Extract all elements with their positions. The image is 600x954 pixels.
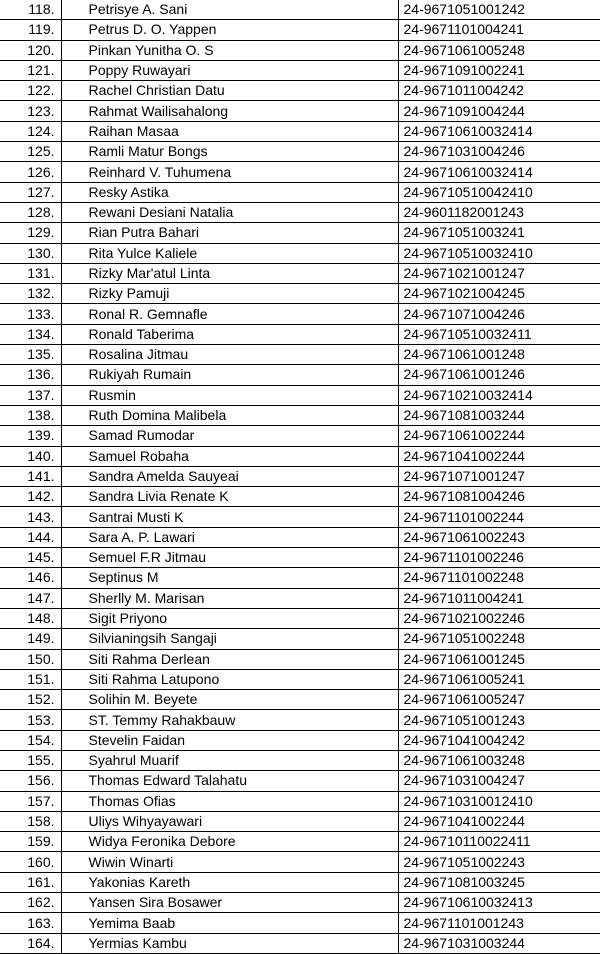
- table-row: [0, 81, 600, 101]
- participant-name: Uliys Wihyayawari: [61, 811, 398, 831]
- participant-name: Widya Feronika Debore: [61, 832, 398, 852]
- participant-id: 24-9671051001242: [398, 0, 600, 20]
- row-number: 131.: [0, 263, 61, 283]
- table-row: [0, 182, 600, 202]
- row-number: 163.: [0, 913, 61, 933]
- table-row: [0, 649, 600, 669]
- participant-id: 24-9671011004241: [398, 588, 600, 608]
- row-number: 147.: [0, 588, 61, 608]
- table-row: [0, 162, 600, 182]
- row-number: 148.: [0, 608, 61, 628]
- row-number: 121.: [0, 60, 61, 80]
- row-number: 161.: [0, 872, 61, 892]
- table-row: [0, 730, 600, 750]
- row-number: 160.: [0, 852, 61, 872]
- participant-id: 24-9671071001247: [398, 466, 600, 486]
- table-row: [0, 750, 600, 770]
- participant-id: 24-9671021004245: [398, 284, 600, 304]
- participant-name: Sherlly M. Marisan: [61, 588, 398, 608]
- table-row: [0, 690, 600, 710]
- table-row: [0, 405, 600, 425]
- participant-id: 24-96710610032414: [398, 162, 600, 182]
- row-number: 130.: [0, 243, 61, 263]
- participant-id: 24-9671061001245: [398, 649, 600, 669]
- table-row: [0, 385, 600, 405]
- participant-id: 24-9601182001243: [398, 202, 600, 222]
- table-row: [0, 284, 600, 304]
- row-number: 123.: [0, 101, 61, 121]
- participant-id: 24-9671081003245: [398, 872, 600, 892]
- row-number: 144.: [0, 527, 61, 547]
- participant-id: 24-9671021001247: [398, 263, 600, 283]
- participant-id: 24-9671051003241: [398, 223, 600, 243]
- table-row: [0, 669, 600, 689]
- participant-name: Sandra Amelda Sauyeai: [61, 466, 398, 486]
- participant-id: 24-9671041004242: [398, 730, 600, 750]
- participant-id: 24-9671061005247: [398, 690, 600, 710]
- table-row: [0, 202, 600, 222]
- participant-id: 24-9671041002244: [398, 811, 600, 831]
- participant-name: Petrus D. O. Yappen: [61, 20, 398, 40]
- table-row: [0, 121, 600, 141]
- participant-id: 24-96710210032414: [398, 385, 600, 405]
- participant-id: 24-96710310012410: [398, 791, 600, 811]
- table-row: [0, 629, 600, 649]
- participant-id: 24-9671081004246: [398, 487, 600, 507]
- table-row: [0, 466, 600, 486]
- row-number: 150.: [0, 649, 61, 669]
- row-number: 119.: [0, 20, 61, 40]
- participant-id: 24-9671021002246: [398, 608, 600, 628]
- table-row: [0, 223, 600, 243]
- row-number: 146.: [0, 568, 61, 588]
- participant-id: 24-9671101002244: [398, 507, 600, 527]
- table-row: [0, 446, 600, 466]
- participant-id: 24-9671061001246: [398, 365, 600, 385]
- participant-name: Stevelin Faidan: [61, 730, 398, 750]
- table-row: [0, 710, 600, 730]
- table-row: [0, 548, 600, 568]
- participant-name: Ramli Matur Bongs: [61, 142, 398, 162]
- participant-name: Ruth Domina Malibela: [61, 405, 398, 425]
- participant-name: Rusmin: [61, 385, 398, 405]
- table-row: [0, 933, 600, 953]
- table-row: [0, 0, 600, 20]
- participant-name: Solihin M. Beyete: [61, 690, 398, 710]
- participant-id: 24-9671101004241: [398, 20, 600, 40]
- participant-name: Septinus M: [61, 568, 398, 588]
- row-number: 138.: [0, 405, 61, 425]
- participant-name: Syahrul Muarif: [61, 750, 398, 770]
- participant-name: Wiwin Winarti: [61, 852, 398, 872]
- participant-name: Ronald Taberima: [61, 324, 398, 344]
- row-number: 164.: [0, 933, 61, 953]
- participant-id: 24-96710510032410: [398, 243, 600, 263]
- participant-id: 24-9671061002244: [398, 426, 600, 446]
- participant-id: 24-9671031003244: [398, 933, 600, 953]
- participant-id: 24-9671061002243: [398, 527, 600, 547]
- row-number: 157.: [0, 791, 61, 811]
- participant-name: Thomas Edward Talahatu: [61, 771, 398, 791]
- table-row: [0, 142, 600, 162]
- participant-id: 24-9671101002246: [398, 548, 600, 568]
- row-number: 155.: [0, 750, 61, 770]
- table-row: [0, 893, 600, 913]
- row-number: 133.: [0, 304, 61, 324]
- row-number: 127.: [0, 182, 61, 202]
- row-number: 149.: [0, 629, 61, 649]
- participant-name: Poppy Ruwayari: [61, 60, 398, 80]
- row-number: 152.: [0, 690, 61, 710]
- participant-name: Yakonias Kareth: [61, 872, 398, 892]
- participant-name: Rita Yulce Kaliele: [61, 243, 398, 263]
- row-number: 128.: [0, 202, 61, 222]
- participant-name: Raihan Masaa: [61, 121, 398, 141]
- table-row: [0, 811, 600, 831]
- row-number: 162.: [0, 893, 61, 913]
- table-row: [0, 324, 600, 344]
- row-number: 141.: [0, 466, 61, 486]
- participant-name: Sara A. P. Lawari: [61, 527, 398, 547]
- table-row: [0, 487, 600, 507]
- participant-name: Ronal R. Gemnafle: [61, 304, 398, 324]
- participant-name: Yansen Sira Bosawer: [61, 893, 398, 913]
- participant-name: Sandra Livia Renate K: [61, 487, 398, 507]
- table-row: [0, 263, 600, 283]
- participant-name: Pinkan Yunitha O. S: [61, 40, 398, 60]
- row-number: 145.: [0, 548, 61, 568]
- participant-name: Samuel Robaha: [61, 446, 398, 466]
- participant-name: Rukiyah Rumain: [61, 365, 398, 385]
- participant-name: Rizky Pamuji: [61, 284, 398, 304]
- row-number: 120.: [0, 40, 61, 60]
- table-row: [0, 791, 600, 811]
- participant-name: Sigit Priyono: [61, 608, 398, 628]
- participant-id: 24-9671051001243: [398, 710, 600, 730]
- row-number: 125.: [0, 142, 61, 162]
- table-row: [0, 872, 600, 892]
- participant-name: Thomas Ofias: [61, 791, 398, 811]
- row-number: 159.: [0, 832, 61, 852]
- participant-id: 24-96710510042410: [398, 182, 600, 202]
- table-row: [0, 20, 600, 40]
- participant-name: Resky Astika: [61, 182, 398, 202]
- table-row: [0, 832, 600, 852]
- participant-name: Petrisye A. Sani: [61, 0, 398, 20]
- table-row: [0, 608, 600, 628]
- row-number: 126.: [0, 162, 61, 182]
- participant-id: 24-96710110022411: [398, 832, 600, 852]
- participant-id: 24-9671061005241: [398, 669, 600, 689]
- row-number: 142.: [0, 487, 61, 507]
- row-number: 156.: [0, 771, 61, 791]
- participant-name: Rewani Desiani Natalia: [61, 202, 398, 222]
- row-number: 154.: [0, 730, 61, 750]
- table-row: [0, 345, 600, 365]
- row-number: 153.: [0, 710, 61, 730]
- participant-id: 24-96710610032414: [398, 121, 600, 141]
- participant-id: 24-9671061001248: [398, 345, 600, 365]
- participant-name: Santrai Musti K: [61, 507, 398, 527]
- table-row: [0, 40, 600, 60]
- participant-name: Siti Rahma Derlean: [61, 649, 398, 669]
- participant-name: Rian Putra Bahari: [61, 223, 398, 243]
- table-row: [0, 101, 600, 121]
- participant-id: 24-9671091002241: [398, 60, 600, 80]
- row-number: 136.: [0, 365, 61, 385]
- participant-id: 24-9671031004246: [398, 142, 600, 162]
- participant-name: Rosalina Jitmau: [61, 345, 398, 365]
- row-number: 122.: [0, 81, 61, 101]
- participant-id: 24-96710510032411: [398, 324, 600, 344]
- participant-name: Silvianingsih Sangaji: [61, 629, 398, 649]
- participant-id: 24-9671061003248: [398, 750, 600, 770]
- participant-name: Rahmat Wailisahalong: [61, 101, 398, 121]
- participant-id: 24-9671091004244: [398, 101, 600, 121]
- row-number: 139.: [0, 426, 61, 446]
- row-number: 124.: [0, 121, 61, 141]
- participant-id: 24-9671061005248: [398, 40, 600, 60]
- row-number: 158.: [0, 811, 61, 831]
- row-number: 135.: [0, 345, 61, 365]
- participant-id: 24-9671101001243: [398, 913, 600, 933]
- participant-id: 24-9671051002248: [398, 629, 600, 649]
- table-row: [0, 507, 600, 527]
- row-number: 143.: [0, 507, 61, 527]
- participant-name: Semuel F.R Jitmau: [61, 548, 398, 568]
- table-row: [0, 426, 600, 446]
- table-row: [0, 771, 600, 791]
- participant-id: 24-9671041002244: [398, 446, 600, 466]
- table-row: [0, 913, 600, 933]
- participant-name: Yermias Kambu: [61, 933, 398, 953]
- row-number: 137.: [0, 385, 61, 405]
- participant-id: 24-9671031004247: [398, 771, 600, 791]
- participant-name: ST. Temmy Rahakbauw: [61, 710, 398, 730]
- participant-name: Rizky Mar'atul Linta: [61, 263, 398, 283]
- table-row: [0, 304, 600, 324]
- row-number: 118.: [0, 0, 61, 20]
- row-number: 151.: [0, 669, 61, 689]
- participant-name: Reinhard V. Tuhumena: [61, 162, 398, 182]
- participant-id: 24-9671071004246: [398, 304, 600, 324]
- participant-id: 24-9671101002248: [398, 568, 600, 588]
- row-number: 129.: [0, 223, 61, 243]
- participant-id: 24-9671081003244: [398, 405, 600, 425]
- row-number: 134.: [0, 324, 61, 344]
- participant-name: Siti Rahma Latupono: [61, 669, 398, 689]
- participant-id: 24-9671051002243: [398, 852, 600, 872]
- table-row: [0, 852, 600, 872]
- table-row: [0, 60, 600, 80]
- table-row: [0, 568, 600, 588]
- participant-id: 24-96710610032413: [398, 893, 600, 913]
- participant-name: Yemima Baab: [61, 913, 398, 933]
- table-row: [0, 365, 600, 385]
- table-row: [0, 243, 600, 263]
- table-row: [0, 588, 600, 608]
- participant-name: Samad Rumodar: [61, 426, 398, 446]
- participant-id: 24-9671011004242: [398, 81, 600, 101]
- participant-name: Rachel Christian Datu: [61, 81, 398, 101]
- table-row: [0, 527, 600, 547]
- row-number: 140.: [0, 446, 61, 466]
- row-number: 132.: [0, 284, 61, 304]
